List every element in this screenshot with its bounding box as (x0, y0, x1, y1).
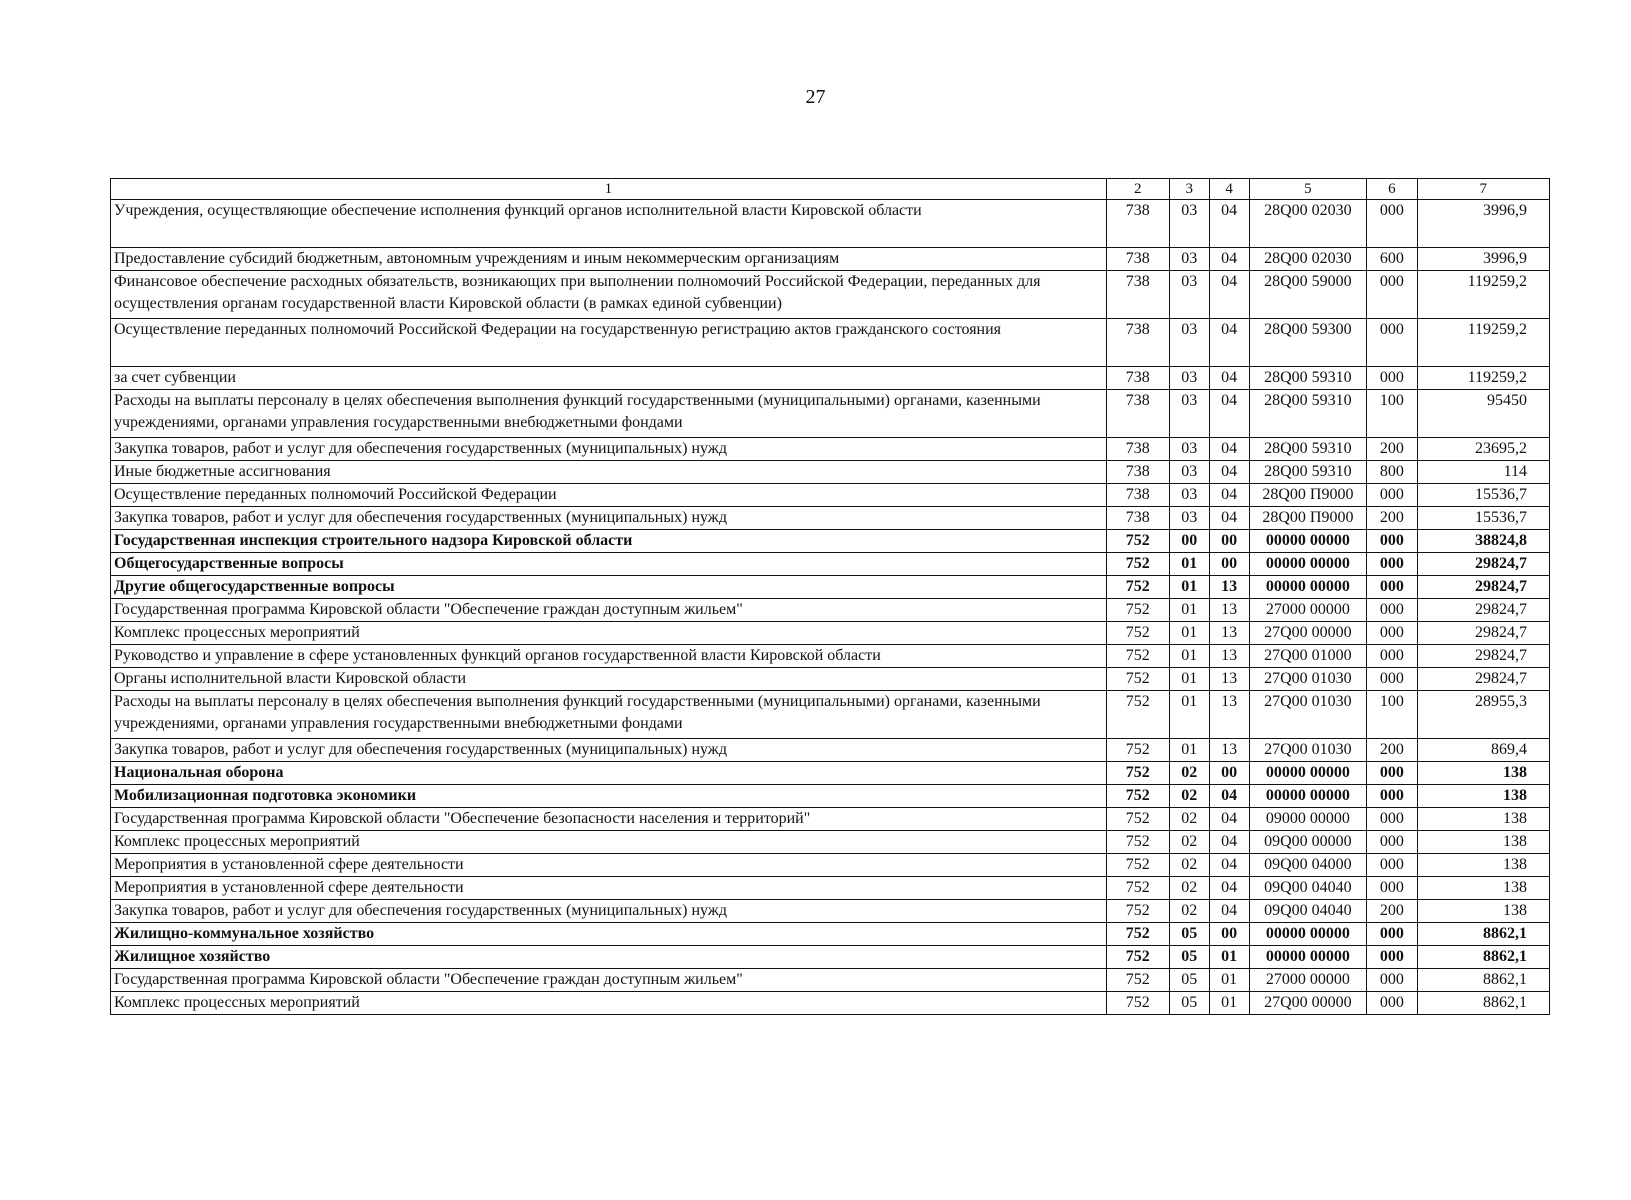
row-amount: 119259,2 (1417, 367, 1549, 390)
row-code-admin: 752 (1106, 923, 1169, 946)
row-code-admin: 738 (1106, 271, 1169, 319)
row-section: 01 (1169, 622, 1209, 645)
row-expense-type: 200 (1367, 900, 1417, 923)
row-code-admin: 738 (1106, 461, 1169, 484)
row-subsection: 04 (1209, 484, 1249, 507)
row-name: Национальная оборона (111, 762, 1107, 785)
row-target-article: 28Q00 59310 (1249, 367, 1367, 390)
row-amount: 119259,2 (1417, 271, 1549, 319)
table-row (111, 854, 1550, 877)
row-amount: 23695,2 (1417, 438, 1549, 461)
row-code-admin: 738 (1106, 367, 1169, 390)
row-name: Мероприятия в установленной сфере деятельности (111, 854, 1107, 877)
row-section: 02 (1169, 831, 1209, 854)
row-amount: 29824,7 (1417, 553, 1549, 576)
column-header-5: 5 (1249, 179, 1367, 200)
table-row (111, 438, 1550, 461)
row-section: 02 (1169, 762, 1209, 785)
row-amount: 138 (1417, 831, 1549, 854)
row-code-admin: 738 (1106, 507, 1169, 530)
row-amount: 114 (1417, 461, 1549, 484)
row-expense-type: 800 (1367, 461, 1417, 484)
row-section: 01 (1169, 645, 1209, 668)
row-amount: 869,4 (1417, 739, 1549, 762)
row-name: Общегосударственные вопросы (111, 553, 1107, 576)
table-row (111, 367, 1550, 390)
column-header-2: 2 (1106, 179, 1169, 200)
table-row (111, 668, 1550, 691)
row-target-article: 00000 00000 (1249, 762, 1367, 785)
row-expense-type: 000 (1367, 808, 1417, 831)
row-amount: 8862,1 (1417, 969, 1549, 992)
row-section: 01 (1169, 553, 1209, 576)
row-section: 02 (1169, 900, 1209, 923)
table-row (111, 762, 1550, 785)
table-row (111, 992, 1550, 1015)
row-section: 03 (1169, 461, 1209, 484)
row-section: 02 (1169, 877, 1209, 900)
row-target-article: 28Q00 59310 (1249, 390, 1367, 438)
table-row (111, 599, 1550, 622)
row-subsection: 04 (1209, 831, 1249, 854)
row-section: 01 (1169, 668, 1209, 691)
row-amount: 15536,7 (1417, 484, 1549, 507)
row-name: Другие общегосударственные вопросы (111, 576, 1107, 599)
row-code-admin: 738 (1106, 200, 1169, 248)
row-subsection: 04 (1209, 200, 1249, 248)
table-row (111, 553, 1550, 576)
row-section: 05 (1169, 969, 1209, 992)
table-row (111, 785, 1550, 808)
row-expense-type: 000 (1367, 785, 1417, 808)
row-section: 03 (1169, 200, 1209, 248)
row-subsection: 00 (1209, 923, 1249, 946)
row-target-article: 00000 00000 (1249, 785, 1367, 808)
row-subsection: 04 (1209, 248, 1249, 271)
column-header-1: 1 (111, 179, 1107, 200)
row-subsection: 13 (1209, 691, 1249, 739)
table-row (111, 691, 1550, 739)
row-target-article: 28Q00 02030 (1249, 200, 1367, 248)
row-name: Государственная программа Кировской области "Обеспечение граждан доступным жильем" (111, 969, 1107, 992)
row-amount: 138 (1417, 808, 1549, 831)
row-target-article: 28Q00 02030 (1249, 248, 1367, 271)
row-target-article: 27Q00 01000 (1249, 645, 1367, 668)
row-code-admin: 752 (1106, 992, 1169, 1015)
row-section: 05 (1169, 923, 1209, 946)
row-subsection: 04 (1209, 319, 1249, 367)
row-expense-type: 000 (1367, 946, 1417, 969)
row-code-admin: 752 (1106, 946, 1169, 969)
row-amount: 138 (1417, 785, 1549, 808)
table-row (111, 461, 1550, 484)
row-target-article: 00000 00000 (1249, 923, 1367, 946)
table-row (111, 969, 1550, 992)
row-code-admin: 738 (1106, 484, 1169, 507)
row-target-article: 00000 00000 (1249, 576, 1367, 599)
row-section: 03 (1169, 271, 1209, 319)
row-target-article: 09Q00 00000 (1249, 831, 1367, 854)
row-expense-type: 200 (1367, 507, 1417, 530)
row-subsection: 04 (1209, 854, 1249, 877)
column-header-6: 6 (1367, 179, 1417, 200)
row-expense-type: 000 (1367, 576, 1417, 599)
row-name: Осуществление переданных полномочий Российской Федерации (111, 484, 1107, 507)
row-amount: 3996,9 (1417, 248, 1549, 271)
row-amount: 119259,2 (1417, 319, 1549, 367)
row-target-article: 27Q00 00000 (1249, 992, 1367, 1015)
row-code-admin: 738 (1106, 438, 1169, 461)
row-subsection: 01 (1209, 992, 1249, 1015)
table-row (111, 319, 1550, 367)
row-subsection: 04 (1209, 461, 1249, 484)
row-target-article: 28Q00 59000 (1249, 271, 1367, 319)
row-name: за счет субвенции (111, 367, 1107, 390)
row-target-article: 09Q00 04040 (1249, 900, 1367, 923)
row-name: Учреждения, осуществляющие обеспечение исполнения функций органов исполнительной власти Кировской области (111, 200, 1107, 248)
row-name: Мобилизационная подготовка экономики (111, 785, 1107, 808)
row-code-admin: 752 (1106, 576, 1169, 599)
table-row (111, 248, 1550, 271)
row-section: 03 (1169, 484, 1209, 507)
row-expense-type: 000 (1367, 553, 1417, 576)
row-amount: 29824,7 (1417, 576, 1549, 599)
row-subsection: 13 (1209, 668, 1249, 691)
row-name: Руководство и управление в сфере установленных функций органов государственной власти Кировской области (111, 645, 1107, 668)
row-subsection: 04 (1209, 271, 1249, 319)
table-row (111, 530, 1550, 553)
row-amount: 8862,1 (1417, 923, 1549, 946)
row-code-admin: 752 (1106, 739, 1169, 762)
row-name: Иные бюджетные ассигнования (111, 461, 1107, 484)
row-amount: 138 (1417, 762, 1549, 785)
row-code-admin: 752 (1106, 645, 1169, 668)
row-name: Комплекс процессных мероприятий (111, 992, 1107, 1015)
row-section: 02 (1169, 808, 1209, 831)
row-expense-type: 000 (1367, 271, 1417, 319)
row-expense-type: 000 (1367, 645, 1417, 668)
row-code-admin: 752 (1106, 530, 1169, 553)
row-section: 05 (1169, 946, 1209, 969)
row-subsection: 00 (1209, 762, 1249, 785)
row-section: 03 (1169, 438, 1209, 461)
row-expense-type: 000 (1367, 969, 1417, 992)
table-row (111, 808, 1550, 831)
table-row (111, 622, 1550, 645)
row-subsection: 04 (1209, 367, 1249, 390)
table-row (111, 831, 1550, 854)
row-name: Мероприятия в установленной сфере деятельности (111, 877, 1107, 900)
row-subsection: 01 (1209, 969, 1249, 992)
row-expense-type: 000 (1367, 367, 1417, 390)
row-subsection: 04 (1209, 877, 1249, 900)
column-header-7: 7 (1417, 179, 1549, 200)
row-subsection: 13 (1209, 576, 1249, 599)
row-expense-type: 000 (1367, 622, 1417, 645)
row-amount: 138 (1417, 900, 1549, 923)
table-row (111, 739, 1550, 762)
row-name: Жилищно-коммунальное хозяйство (111, 923, 1107, 946)
row-code-admin: 752 (1106, 762, 1169, 785)
row-code-admin: 738 (1106, 390, 1169, 438)
row-section: 00 (1169, 530, 1209, 553)
row-name: Органы исполнительной власти Кировской области (111, 668, 1107, 691)
column-header-4: 4 (1209, 179, 1249, 200)
row-amount: 29824,7 (1417, 599, 1549, 622)
row-expense-type: 100 (1367, 691, 1417, 739)
row-name: Расходы на выплаты персоналу в целях обеспечения выполнения функций государственными (муниципальными) органами, казенными учреждениями, органами управления государственными внебюджетными фондами (111, 691, 1107, 739)
row-expense-type: 000 (1367, 992, 1417, 1015)
row-subsection: 04 (1209, 808, 1249, 831)
row-target-article: 27Q00 00000 (1249, 622, 1367, 645)
row-section: 01 (1169, 576, 1209, 599)
row-expense-type: 000 (1367, 599, 1417, 622)
page-number: 27 (805, 86, 826, 108)
row-target-article: 27000 00000 (1249, 969, 1367, 992)
table-row (111, 484, 1550, 507)
row-expense-type: 000 (1367, 319, 1417, 367)
row-name: Закупка товаров, работ и услуг для обеспечения государственных (муниципальных) нужд (111, 438, 1107, 461)
row-amount: 138 (1417, 854, 1549, 877)
row-name: Комплекс процессных мероприятий (111, 622, 1107, 645)
row-expense-type: 000 (1367, 854, 1417, 877)
row-name: Финансовое обеспечение расходных обязательств, возникающих при выполнении полномочий Российской Федерации, переданных для осуществления органам государственной власти Кировской области (в рамках единой субвенции) (111, 271, 1107, 319)
row-section: 01 (1169, 739, 1209, 762)
row-name: Комплекс процессных мероприятий (111, 831, 1107, 854)
row-expense-type: 200 (1367, 739, 1417, 762)
row-subsection: 04 (1209, 438, 1249, 461)
row-target-article: 28Q00 59310 (1249, 438, 1367, 461)
row-target-article: 27Q00 01030 (1249, 739, 1367, 762)
row-amount: 8862,1 (1417, 992, 1549, 1015)
row-code-admin: 738 (1106, 319, 1169, 367)
row-name: Расходы на выплаты персоналу в целях обеспечения выполнения функций государственными (муниципальными) органами, казенными учреждениями, органами управления государственными внебюджетными фондами (111, 390, 1107, 438)
row-expense-type: 000 (1367, 668, 1417, 691)
table-row (111, 900, 1550, 923)
row-expense-type: 000 (1367, 831, 1417, 854)
row-target-article: 00000 00000 (1249, 553, 1367, 576)
row-expense-type: 000 (1367, 762, 1417, 785)
row-expense-type: 200 (1367, 438, 1417, 461)
row-target-article: 27000 00000 (1249, 599, 1367, 622)
row-code-admin: 752 (1106, 900, 1169, 923)
row-target-article: 09Q00 04040 (1249, 877, 1367, 900)
row-amount: 29824,7 (1417, 668, 1549, 691)
table-row (111, 946, 1550, 969)
row-subsection: 04 (1209, 390, 1249, 438)
row-name: Государственная программа Кировской области "Обеспечение безопасности населения и территорий" (111, 808, 1107, 831)
row-target-article: 27Q00 01030 (1249, 668, 1367, 691)
row-subsection: 01 (1209, 946, 1249, 969)
row-code-admin: 752 (1106, 808, 1169, 831)
row-amount: 8862,1 (1417, 946, 1549, 969)
row-subsection: 13 (1209, 645, 1249, 668)
row-amount: 138 (1417, 877, 1549, 900)
row-section: 03 (1169, 367, 1209, 390)
row-expense-type: 000 (1367, 877, 1417, 900)
row-code-admin: 752 (1106, 691, 1169, 739)
row-amount: 3996,9 (1417, 200, 1549, 248)
row-target-article: 27Q00 01030 (1249, 691, 1367, 739)
row-name: Закупка товаров, работ и услуг для обеспечения государственных (муниципальных) нужд (111, 900, 1107, 923)
row-expense-type: 000 (1367, 484, 1417, 507)
row-amount: 28955,3 (1417, 691, 1549, 739)
row-section: 02 (1169, 854, 1209, 877)
table-body (111, 200, 1550, 1015)
row-name: Осуществление переданных полномочий Российской Федерации на государственную регистрацию актов гражданского состояния (111, 319, 1107, 367)
table-row (111, 877, 1550, 900)
row-name: Закупка товаров, работ и услуг для обеспечения государственных (муниципальных) нужд (111, 507, 1107, 530)
table-row (111, 576, 1550, 599)
row-code-admin: 752 (1106, 969, 1169, 992)
row-section: 03 (1169, 319, 1209, 367)
row-name: Закупка товаров, работ и услуг для обеспечения государственных (муниципальных) нужд (111, 739, 1107, 762)
row-target-article: 28Q00 П9000 (1249, 507, 1367, 530)
row-target-article: 00000 00000 (1249, 530, 1367, 553)
row-expense-type: 000 (1367, 200, 1417, 248)
row-subsection: 04 (1209, 785, 1249, 808)
row-target-article: 09Q00 04000 (1249, 854, 1367, 877)
row-expense-type: 600 (1367, 248, 1417, 271)
row-name: Государственная программа Кировской области "Обеспечение граждан доступным жильем" (111, 599, 1107, 622)
row-section: 01 (1169, 599, 1209, 622)
row-code-admin: 752 (1106, 668, 1169, 691)
column-header-3: 3 (1169, 179, 1209, 200)
row-code-admin: 752 (1106, 877, 1169, 900)
row-code-admin: 752 (1106, 785, 1169, 808)
row-section: 05 (1169, 992, 1209, 1015)
row-code-admin: 752 (1106, 854, 1169, 877)
row-code-admin: 752 (1106, 599, 1169, 622)
table-row (111, 200, 1550, 248)
table-row (111, 271, 1550, 319)
table-row (111, 390, 1550, 438)
row-name: Жилищное хозяйство (111, 946, 1107, 969)
row-expense-type: 000 (1367, 530, 1417, 553)
row-subsection: 13 (1209, 622, 1249, 645)
row-target-article: 28Q00 59300 (1249, 319, 1367, 367)
row-section: 01 (1169, 691, 1209, 739)
row-subsection: 00 (1209, 553, 1249, 576)
row-code-admin: 752 (1106, 831, 1169, 854)
row-subsection: 13 (1209, 599, 1249, 622)
table-header-row (111, 179, 1550, 200)
row-code-admin: 752 (1106, 553, 1169, 576)
row-expense-type: 000 (1367, 923, 1417, 946)
row-code-admin: 738 (1106, 248, 1169, 271)
row-amount: 29824,7 (1417, 622, 1549, 645)
row-name: Предоставление субсидий бюджетным, автономным учреждениям и иным некоммерческим организациям (111, 248, 1107, 271)
table-row (111, 923, 1550, 946)
table-row (111, 507, 1550, 530)
row-target-article: 28Q00 П9000 (1249, 484, 1367, 507)
row-target-article: 09000 00000 (1249, 808, 1367, 831)
row-amount: 38824,8 (1417, 530, 1549, 553)
row-subsection: 04 (1209, 507, 1249, 530)
row-target-article: 28Q00 59310 (1249, 461, 1367, 484)
table-row (111, 645, 1550, 668)
row-amount: 15536,7 (1417, 507, 1549, 530)
row-expense-type: 100 (1367, 390, 1417, 438)
budget-table (110, 178, 1550, 1015)
row-subsection: 13 (1209, 739, 1249, 762)
row-section: 03 (1169, 248, 1209, 271)
row-name: Государственная инспекция строительного надзора Кировской области (111, 530, 1107, 553)
row-target-article: 00000 00000 (1249, 946, 1367, 969)
row-section: 03 (1169, 507, 1209, 530)
row-amount: 29824,7 (1417, 645, 1549, 668)
row-subsection: 04 (1209, 900, 1249, 923)
row-amount: 95450 (1417, 390, 1549, 438)
row-section: 03 (1169, 390, 1209, 438)
row-section: 02 (1169, 785, 1209, 808)
row-subsection: 00 (1209, 530, 1249, 553)
row-code-admin: 752 (1106, 622, 1169, 645)
